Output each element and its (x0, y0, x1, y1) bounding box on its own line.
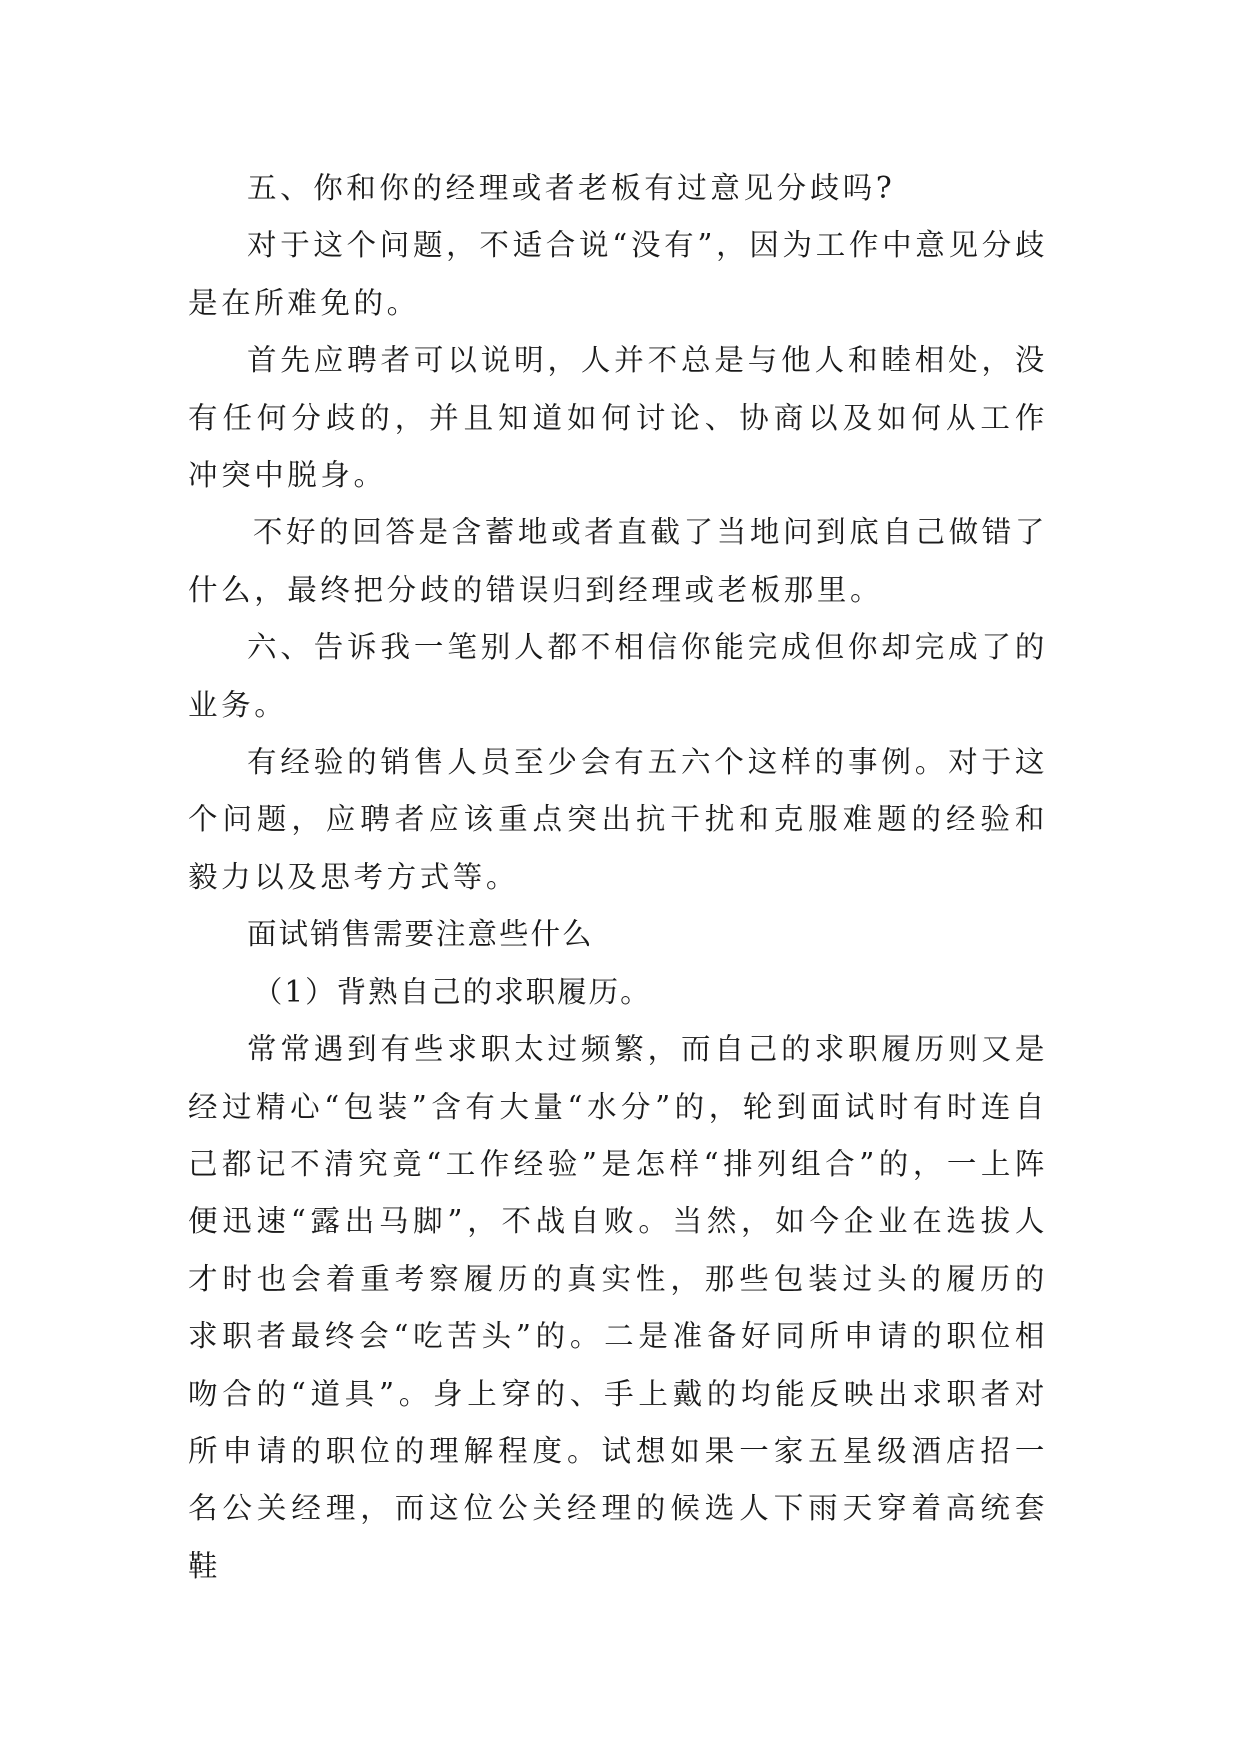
tip-one-heading: （1）背熟自己的求职履历。 (252, 974, 652, 1009)
paragraph-explain-disagreements: 首先应聘者可以说明，人并不总是与他人和睦相处，没有任何分歧的，并且知道如何讨论、协商以及如何从工作冲突中脱身。 (188, 343, 1048, 493)
question-six-heading: 六、告诉我一笔别人都不相信你能完成但你却完成了的业务。 (188, 630, 1048, 722)
section-heading-sales-interview-tips: 面试销售需要注意些什么 (247, 917, 594, 952)
paragraph-bad-answer: 不好的回答是含蓄地或者直截了当地问到底自己做错了什么，最终把分歧的错误归到经理或老板那里。 (188, 515, 1048, 607)
paragraph-resume-and-props: 常常遇到有些求职太过频繁，而自己的求职履历则又是经过精心“包装”含有大量“水分”的，轮到面试时有时连自己都记不清究竟“工作经验”是怎样“排列组合”的，一上阵便迅速“露出马脚”，不战自败。当然，如今企业在选拔人才时也会着重考察履历的真实性，那些包装过头的履历的求职者最终会“吃苦头”的。二是准备好同所申请的职位相吻合的“道具”。身上穿的、手上戴的均能反映出求职者对所申请的职位的理解程度。试想如果一家五星级酒店招一名公关经理，而这位公关经理的候选人下雨天穿着高统套鞋 (188, 1032, 1048, 1583)
paragraph-disagreement-unavoidable: 对于这个问题，不适合说“没有”，因为工作中意见分歧是在所难免的。 (188, 228, 1048, 320)
question-five-heading: 五、你和你的经理或者老板有过意见分歧吗? (247, 171, 896, 205)
paragraph-experienced-sales-examples: 有经验的销售人员至少会有五六个这样的事例。对于这个问题，应聘者应该重点突出抗干扰和克服难题的经验和毅力以及思考方式等。 (188, 745, 1048, 894)
document-body (188, 160, 1048, 1595)
